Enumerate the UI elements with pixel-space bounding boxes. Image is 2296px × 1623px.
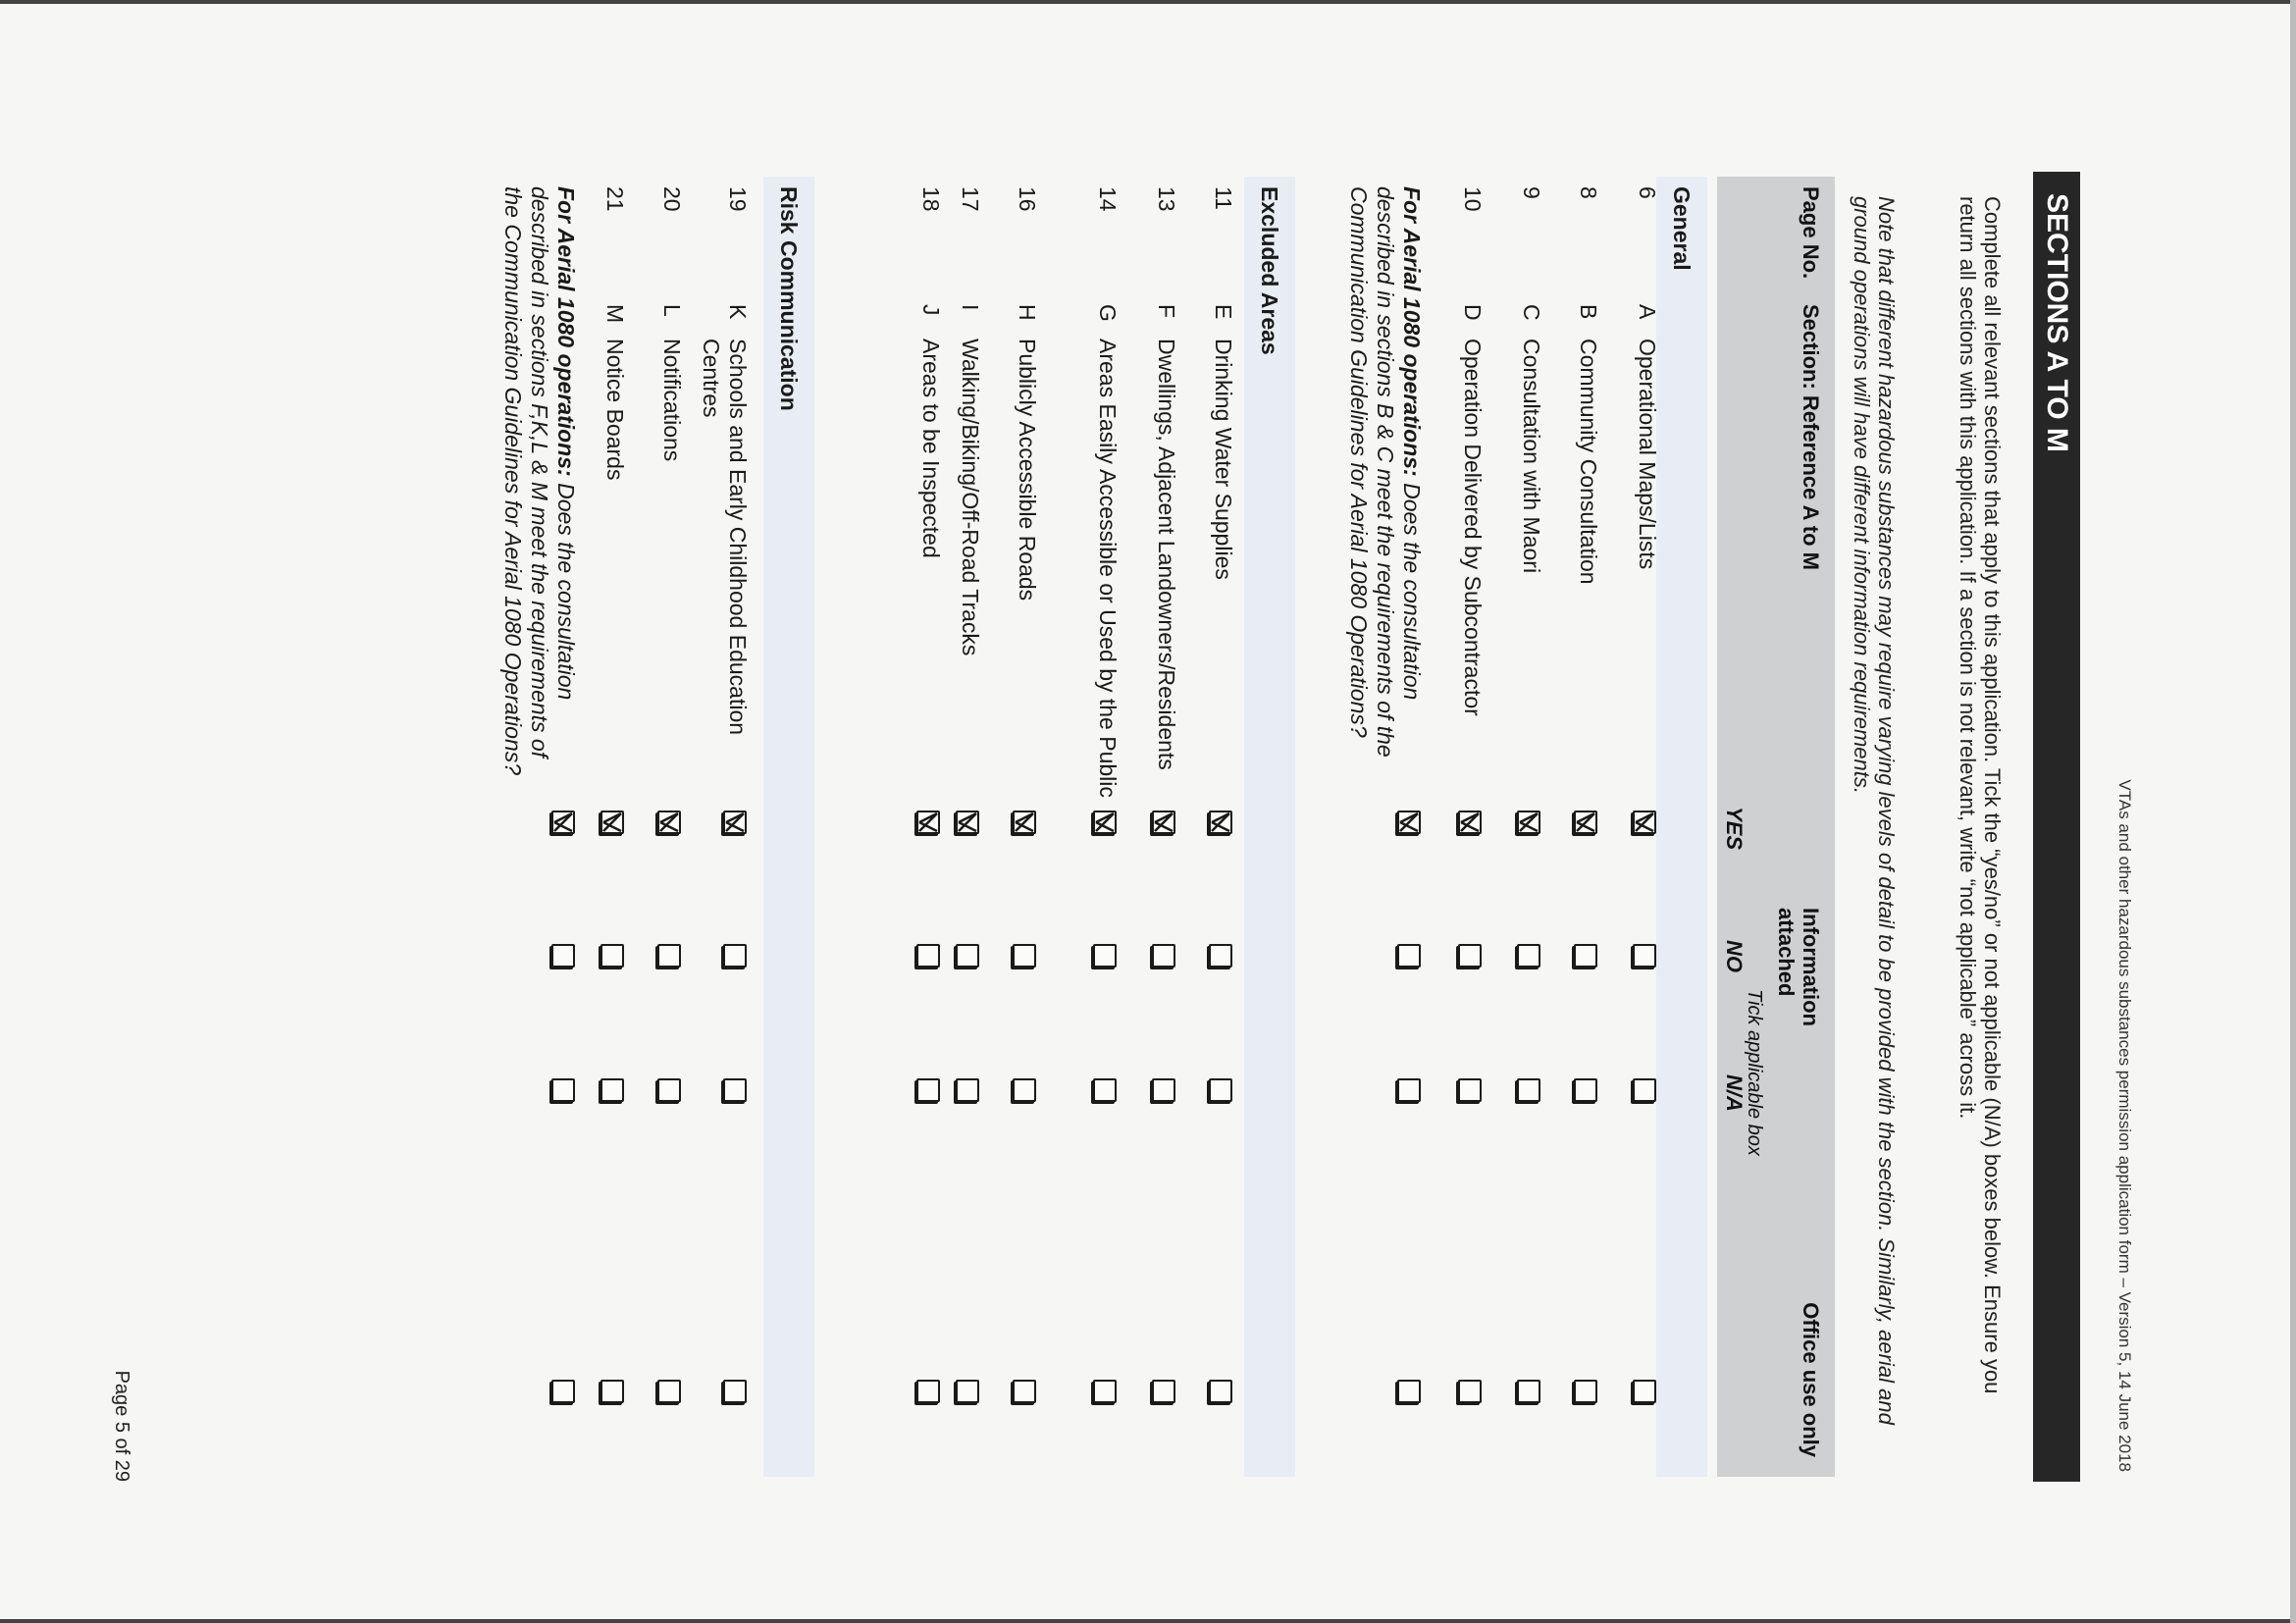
no-checkbox[interactable]	[657, 944, 681, 968]
group-excluded-areas	[1244, 177, 1295, 1477]
office-use-checkbox[interactable]	[1209, 1380, 1232, 1403]
na-checkbox[interactable]	[1458, 1078, 1482, 1102]
group-label: Risk Communication	[776, 186, 802, 411]
na-checkbox[interactable]	[723, 1078, 747, 1102]
na-checkbox[interactable]	[657, 1078, 681, 1102]
row-page-number: 20	[659, 186, 685, 212]
row-section-name: Publicly Accessible Roads	[1015, 339, 1040, 602]
row-section-name: Drinking Water Supplies	[1211, 339, 1236, 580]
office-use-checkbox[interactable]	[1574, 1380, 1597, 1403]
row-section-letter: A	[1635, 304, 1660, 320]
office-use-checkbox[interactable]	[1633, 1380, 1656, 1403]
row-page-number: 11	[1211, 186, 1236, 210]
header-tick-box: Tick applicable box	[1744, 989, 1765, 1156]
yes-checkbox[interactable]	[1517, 811, 1540, 834]
header-section: Section: Reference A to M	[1799, 304, 1823, 570]
row-section-letter: J	[918, 304, 944, 316]
row-page-number: 19	[725, 186, 751, 212]
office-use-checkbox[interactable]	[1152, 1380, 1175, 1403]
office-use-checkbox[interactable]	[1517, 1380, 1540, 1403]
na-checkbox[interactable]	[1574, 1078, 1597, 1102]
row-section-letter: L	[659, 304, 685, 317]
yes-checkbox[interactable]	[1209, 811, 1232, 834]
row-page-number: 10	[1460, 186, 1486, 212]
header-page-no: Page No.	[1799, 186, 1823, 280]
intro-paragraph: Complete all relevant sections that apply to this application. Tick the “yes/no” or not applicable (N/A) boxes below. Ensure you return all sections with this application. If a section is not relevant, write “not applicable” across it.	[1956, 196, 2005, 1394]
yes-checkbox[interactable]	[1397, 811, 1421, 834]
row-section-letter: H	[1015, 304, 1040, 321]
office-use-checkbox[interactable]	[1093, 1380, 1117, 1403]
row-page-number: 21	[602, 186, 628, 212]
na-checkbox[interactable]	[1517, 1078, 1540, 1102]
row-section-name: Areas Easily Accessible or Used by the Public	[1095, 339, 1121, 798]
row-section-letter: I	[958, 304, 983, 311]
na-checkbox[interactable]	[1093, 1078, 1117, 1102]
na-checkbox[interactable]	[600, 1078, 624, 1102]
no-checkbox[interactable]	[1633, 944, 1656, 968]
table-header	[1717, 177, 1835, 1477]
running-header: VTAs and other hazardous substances permission application form – Version 5, 14 June 2018	[2115, 779, 2134, 1472]
no-checkbox[interactable]	[1458, 944, 1482, 968]
row-page-number: 18	[918, 186, 944, 212]
yes-checkbox[interactable]	[1458, 811, 1482, 834]
na-checkbox[interactable]	[1209, 1078, 1232, 1102]
yes-checkbox[interactable]	[1633, 811, 1656, 834]
na-checkbox[interactable]	[1152, 1078, 1175, 1102]
header-no: NO	[1722, 940, 1747, 972]
row-section-name: Notifications	[659, 339, 685, 462]
yes-checkbox[interactable]	[1013, 811, 1036, 834]
row-section-letter: K	[725, 304, 751, 320]
no-checkbox[interactable]	[1209, 944, 1232, 968]
header-office-use: Office use only	[1799, 1302, 1823, 1457]
yes-checkbox[interactable]	[723, 811, 747, 834]
page-title: SECTIONS A TO M	[2033, 172, 2080, 1482]
row-section-letter: F	[1154, 304, 1179, 319]
row-section-name: Operation Delivered by Subcontractor	[1460, 339, 1486, 716]
row-page-number: 13	[1154, 186, 1179, 212]
row-page-number: 14	[1095, 186, 1121, 212]
row-section-name: Dwellings, Adjacent Landowners/Residents	[1154, 339, 1179, 770]
row-section-letter: D	[1460, 304, 1486, 321]
office-use-checkbox[interactable]	[1013, 1380, 1036, 1403]
no-checkbox[interactable]	[1517, 944, 1540, 968]
group-risk-communication	[763, 177, 814, 1477]
row-section-name: Consultation with Maori	[1519, 339, 1544, 574]
na-checkbox[interactable]	[1013, 1078, 1036, 1102]
no-checkbox[interactable]	[723, 944, 747, 968]
group-label: Excluded Areas	[1257, 186, 1282, 355]
no-checkbox[interactable]	[956, 944, 979, 968]
note-paragraph: Note that different hazardous substances may require varying levels of detail to be provided with the section. Similarly, aerial and ground operations will have different information requirements.	[1850, 196, 1899, 1425]
no-checkbox[interactable]	[1152, 944, 1175, 968]
no-checkbox[interactable]	[1574, 944, 1597, 968]
na-checkbox[interactable]	[1397, 1078, 1421, 1102]
yes-checkbox[interactable]	[1574, 811, 1597, 834]
office-use-checkbox[interactable]	[551, 1380, 575, 1403]
no-checkbox[interactable]	[916, 944, 940, 968]
row-section-name: Areas to be Inspected	[918, 339, 944, 558]
row-section-name: Community Consultation	[1576, 339, 1601, 585]
header-info-attached: Information attached	[1774, 908, 1823, 1026]
office-use-checkbox[interactable]	[956, 1380, 979, 1403]
header-yes: YES	[1722, 807, 1747, 851]
row-page-number: 16	[1015, 186, 1040, 212]
yes-checkbox[interactable]	[600, 811, 624, 834]
na-checkbox[interactable]	[956, 1078, 979, 1102]
row-section-letter: M	[602, 304, 628, 324]
row-section-name: Operational Maps/Lists	[1635, 339, 1660, 570]
office-use-checkbox[interactable]	[1397, 1380, 1421, 1403]
na-checkbox[interactable]	[916, 1078, 940, 1102]
no-checkbox[interactable]	[1013, 944, 1036, 968]
no-checkbox[interactable]	[600, 944, 624, 968]
no-checkbox[interactable]	[551, 944, 575, 968]
office-use-checkbox[interactable]	[723, 1380, 747, 1403]
row-section-name: Notice Boards	[602, 339, 628, 481]
yes-checkbox[interactable]	[1152, 811, 1175, 834]
aerial-question-text: For Aerial 1080 operations: Does the consultation described in sections B & C meet the requirements of the Communication Guidelines for Aerial 1080 Operations?	[1346, 186, 1425, 758]
yes-checkbox[interactable]	[916, 811, 940, 834]
row-section-letter: B	[1576, 304, 1601, 320]
header-na: N/A	[1722, 1074, 1747, 1112]
yes-checkbox[interactable]	[956, 811, 979, 834]
row-section-letter: C	[1519, 304, 1544, 321]
no-checkbox[interactable]	[1397, 944, 1421, 968]
office-use-checkbox[interactable]	[1458, 1380, 1482, 1403]
row-section-name: Walking/Biking/Off-Road Tracks	[958, 339, 983, 656]
page-number: Page 5 of 29	[111, 1370, 132, 1482]
group-label: General	[1669, 186, 1695, 271]
aerial-question-text: For Aerial 1080 operations: Does the consultation described in sections F,K,L & M meet the requirements of the Communication Guidelines for Aerial 1080 Operations?	[500, 186, 579, 776]
yes-checkbox[interactable]	[657, 811, 681, 834]
no-checkbox[interactable]	[1093, 944, 1117, 968]
office-use-checkbox[interactable]	[916, 1380, 940, 1403]
yes-checkbox[interactable]	[1093, 811, 1117, 834]
row-page-number: 6	[1635, 186, 1660, 199]
row-page-number: 17	[958, 186, 983, 212]
yes-checkbox[interactable]	[551, 811, 575, 834]
office-use-checkbox[interactable]	[600, 1380, 624, 1403]
group-general	[1656, 177, 1707, 1477]
row-page-number: 8	[1576, 186, 1601, 199]
row-section-letter: E	[1211, 304, 1236, 320]
office-use-checkbox[interactable]	[657, 1380, 681, 1403]
row-section-name: Schools and Early Childhood Education Centres	[699, 339, 751, 736]
row-section-letter: G	[1095, 304, 1121, 322]
na-checkbox[interactable]	[551, 1078, 575, 1102]
na-checkbox[interactable]	[1633, 1078, 1656, 1102]
row-page-number: 9	[1519, 186, 1544, 199]
